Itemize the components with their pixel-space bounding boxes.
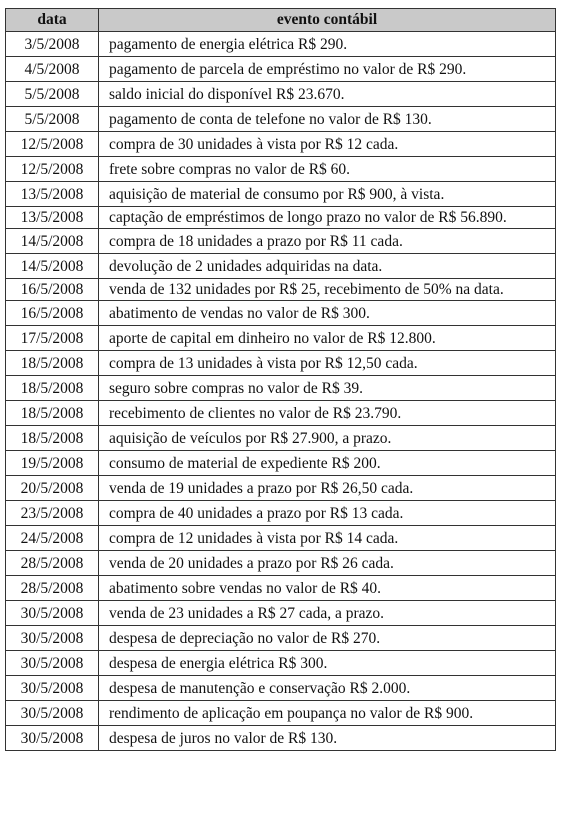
event-cell: recebimento de clientes no valor de R$ 23.790. [99,401,556,426]
table-row [6,526,556,551]
date-cell: 18/5/2008 [6,401,99,426]
table-row [6,279,556,301]
accounting-events-table-container [5,8,556,751]
table-row [6,254,556,279]
accounting-events-table [5,8,556,751]
event-cell: pagamento de parcela de empréstimo no valor de R$ 290. [99,57,556,82]
event-cell: frete sobre compras no valor de R$ 60. [99,157,556,182]
event-cell: saldo inicial do disponível R$ 23.670. [99,82,556,107]
date-cell: 13/5/2008 [6,182,99,207]
event-cell: seguro sobre compras no valor de R$ 39. [99,376,556,401]
event-cell: compra de 30 unidades à vista por R$ 12 cada. [99,132,556,157]
event-cell: rendimento de aplicação em poupança no valor de R$ 900. [99,701,556,726]
table-row [6,326,556,351]
table-row [6,207,556,229]
date-cell: 30/5/2008 [6,626,99,651]
date-cell: 28/5/2008 [6,551,99,576]
date-cell: 14/5/2008 [6,229,99,254]
table-row [6,157,556,182]
event-cell: aporte de capital em dinheiro no valor de R$ 12.800. [99,326,556,351]
date-cell: 12/5/2008 [6,157,99,182]
event-cell: venda de 23 unidades a R$ 27 cada, a prazo. [99,601,556,626]
event-cell: venda de 19 unidades a prazo por R$ 26,50 cada. [99,476,556,501]
table-row [6,626,556,651]
table-row [6,551,556,576]
date-cell: 28/5/2008 [6,576,99,601]
event-cell: despesa de juros no valor de R$ 130. [99,726,556,751]
column-header-event: evento contábil [99,9,556,32]
event-cell: despesa de depreciação no valor de R$ 270. [99,626,556,651]
date-cell: 14/5/2008 [6,254,99,279]
table-row [6,451,556,476]
table-row [6,501,556,526]
table-row [6,376,556,401]
date-cell: 16/5/2008 [6,279,99,301]
column-header-date: data [6,9,99,32]
table-body [6,32,556,751]
table-row [6,57,556,82]
event-cell: pagamento de energia elétrica R$ 290. [99,32,556,57]
event-cell: devolução de 2 unidades adquiridas na data. [99,254,556,279]
event-cell: compra de 12 unidades à vista por R$ 14 cada. [99,526,556,551]
date-cell: 30/5/2008 [6,701,99,726]
event-cell: compra de 13 unidades à vista por R$ 12,50 cada. [99,351,556,376]
date-cell: 30/5/2008 [6,676,99,701]
date-cell: 30/5/2008 [6,601,99,626]
date-cell: 20/5/2008 [6,476,99,501]
table-row [6,476,556,501]
table-row [6,351,556,376]
event-cell: compra de 18 unidades a prazo por R$ 11 cada. [99,229,556,254]
date-cell: 5/5/2008 [6,107,99,132]
table-row [6,229,556,254]
event-cell: aquisição de material de consumo por R$ 900, à vista. [99,182,556,207]
date-cell: 17/5/2008 [6,326,99,351]
table-header-row [6,9,556,32]
table-row [6,32,556,57]
date-cell: 12/5/2008 [6,132,99,157]
date-cell: 3/5/2008 [6,32,99,57]
date-cell: 30/5/2008 [6,651,99,676]
table-row [6,426,556,451]
table-row [6,701,556,726]
table-row [6,82,556,107]
table-row [6,132,556,157]
event-cell: abatimento de vendas no valor de R$ 300. [99,301,556,326]
event-cell: despesa de energia elétrica R$ 300. [99,651,556,676]
event-cell: pagamento de conta de telefone no valor de R$ 130. [99,107,556,132]
date-cell: 18/5/2008 [6,376,99,401]
date-cell: 13/5/2008 [6,207,99,229]
event-cell: venda de 132 unidades por R$ 25, recebimento de 50% na data. [99,279,556,301]
table-row [6,726,556,751]
date-cell: 4/5/2008 [6,57,99,82]
table-row [6,301,556,326]
event-cell: despesa de manutenção e conservação R$ 2.000. [99,676,556,701]
date-cell: 24/5/2008 [6,526,99,551]
table-row [6,576,556,601]
event-cell: compra de 40 unidades a prazo por R$ 13 cada. [99,501,556,526]
table-row [6,107,556,132]
event-cell: abatimento sobre vendas no valor de R$ 40. [99,576,556,601]
table-row [6,182,556,207]
event-cell: consumo de material de expediente R$ 200. [99,451,556,476]
table-row [6,676,556,701]
date-cell: 18/5/2008 [6,351,99,376]
table-row [6,401,556,426]
date-cell: 5/5/2008 [6,82,99,107]
table-row [6,601,556,626]
date-cell: 30/5/2008 [6,726,99,751]
table-row [6,651,556,676]
event-cell: aquisição de veículos por R$ 27.900, a prazo. [99,426,556,451]
date-cell: 16/5/2008 [6,301,99,326]
event-cell: venda de 20 unidades a prazo por R$ 26 cada. [99,551,556,576]
date-cell: 23/5/2008 [6,501,99,526]
date-cell: 19/5/2008 [6,451,99,476]
date-cell: 18/5/2008 [6,426,99,451]
event-cell: captação de empréstimos de longo prazo no valor de R$ 56.890. [99,207,556,229]
